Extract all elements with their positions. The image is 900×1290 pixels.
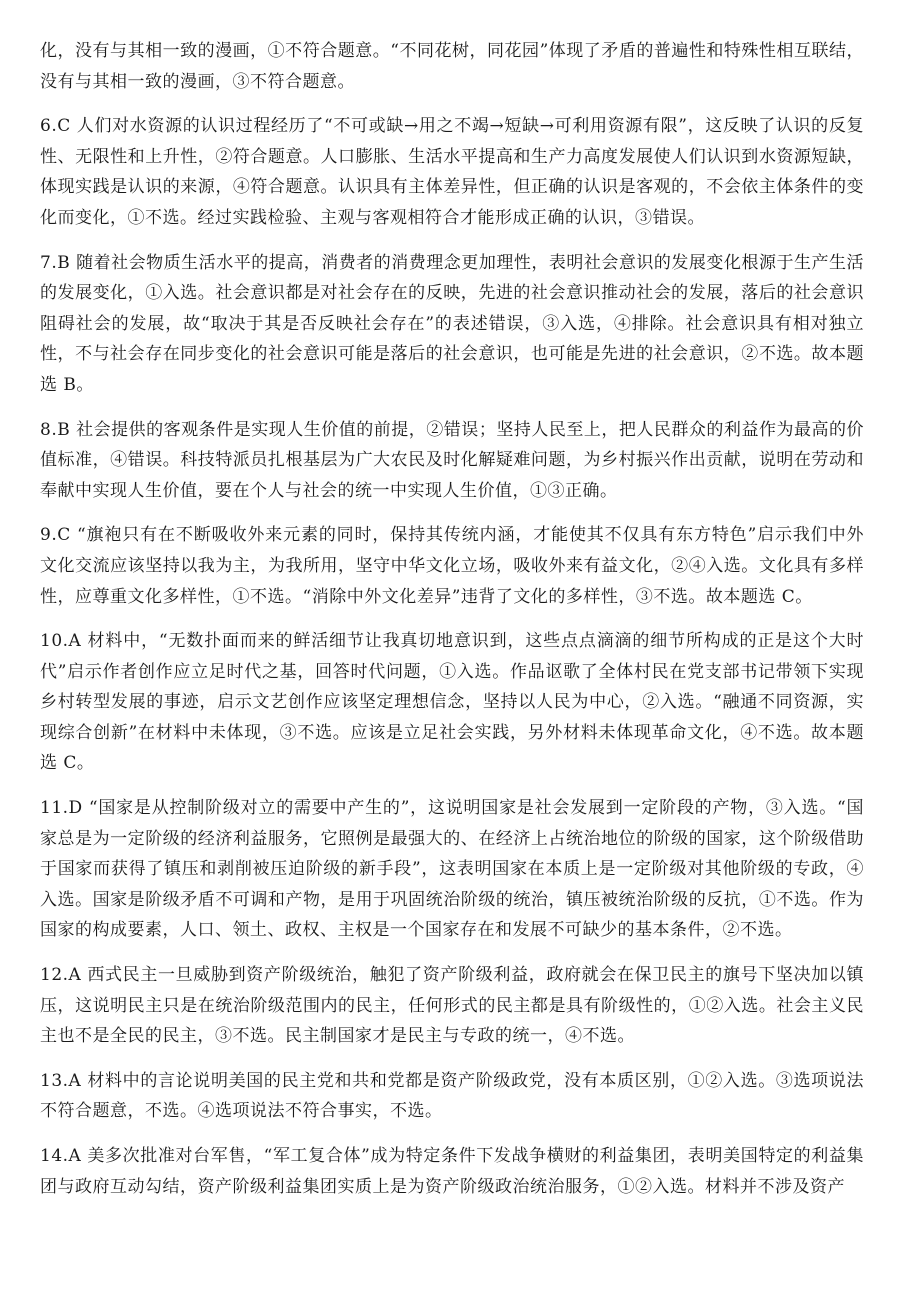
answer-9-explanation: 9.C “旗袍只有在不断吸收外来元素的同时，保持其传统内涵，才能使其不仅具有东方特色”启示我们中外文化交流应该坚持以我为主，为我所用，坚守中华文化立场，吸收外来有益文化，②④入选。文化具有多样性，应尊重文化多样性，①不选。“消除中外文化差异”违背了文化的多样性，③不选。故本题选 C。 xyxy=(40,525,864,607)
paragraph-continuation: 化，没有与其相一致的漫画，①不符合题意。“不同花树，同花园”体现了矛盾的普遍性和特殊性相互联结，没有与其相一致的漫画，③不符合题意。 xyxy=(40,41,864,92)
answer-11-explanation: 11.D “国家是从控制阶级对立的需要中产生的”，这说明国家是社会发展到一定阶段的产物，③入选。“国家总是为一定阶级的经济利益服务，它照例是最强大的、在经济上占统治地位的阶级的国家，这个阶级借助于国家而获得了镇压和剥削被压迫阶级的新手段”，这表明国家在本质上是一定阶级对其他阶级的专政，④入选。国家是阶级矛盾不可调和产物，是用于巩固统治阶级的统治，镇压被统治阶级的反抗，①不选。作为国家的构成要素，人口、领土、政权、主权是一个国家存在和发展不可缺少的基本条件，②不选。 xyxy=(40,798,864,941)
answer-12-explanation: 12.A 西式民主一旦威胁到资产阶级统治，触犯了资产阶级利益，政府就会在保卫民主的旗号下坚决加以镇压，这说明民主只是在统治阶级范围内的民主，任何形式的民主都是具有阶级性的，①②入选。社会主义民主也不是全民的民主，③不选。民主制国家才是民主与专政的统一，④不选。 xyxy=(40,965,864,1047)
answer-14-explanation: 14.A 美多次批准对台军售，“军工复合体”成为特定条件下发战争横财的利益集团，表明美国特定的利益集团与政府互动勾结，资产阶级利益集团实质上是为资产阶级政治统治服务，①②入选。材料并不涉及资产 xyxy=(40,1146,864,1197)
answer-10-explanation: 10.A 材料中，“无数扑面而来的鲜活细节让我真切地意识到，这些点点滴滴的细节所构成的正是这个大时代”启示作者创作应立足时代之基，回答时代问题，①入选。作品讴歌了全体村民在党支部书记带领下实现乡村转型发展的事迹，启示文艺创作应该坚定理想信念，坚持以人民为中心，②入选。“融通不同资源，实现综合创新”在材料中未体现，③不选。应该是立足社会实践，另外材料未体现革命文化，④不选。故本题选 C。 xyxy=(40,631,864,774)
answer-7-explanation: 7.B 随着社会物质生活水平的提高，消费者的消费理念更加理性，表明社会意识的发展变化根源于生产生活的发展变化，①入选。社会意识都是对社会存在的反映，先进的社会意识推动社会的发展，落后的社会意识阻碍社会的发展，故“取决于其是否反映社会存在”的表述错误，③入选，④排除。社会意识具有相对独立性，不与社会存在同步变化的社会意识可能是落后的社会意识，也可能是先进的社会意识，②不选。故本题选 B。 xyxy=(40,252,864,395)
answer-13-explanation: 13.A 材料中的言论说明美国的民主党和共和党都是资产阶级政党，没有本质区别，①②入选。③选项说法不符合题意，不选。④选项说法不符合事实，不选。 xyxy=(40,1070,864,1122)
answer-8-explanation: 8.B 社会提供的客观条件是实现人生价值的前提，②错误；坚持人民至上，把人民群众的利益作为最高的价值标准，④错误。科技特派员扎根基层为广大农民及时化解疑难问题，为乡村振兴作出贡献，说明在劳动和奉献中实现人生价值，要在个人与社会的统一中实现人生价值，①③正确。 xyxy=(40,419,864,501)
answer-explanations xyxy=(40,36,864,1216)
answer-6-explanation: 6.C 人们对水资源的认识过程经历了“不可或缺→用之不竭→短缺→可利用资源有限”，这反映了认识的反复性、无限性和上升性，②符合题意。人口膨胀、生活水平提高和生产力高度发展使人们认识到水资源短缺，体现实践是认识的来源，④符合题意。认识具有主体差异性，但正确的认识是客观的，不会依主体条件的变化而变化，①不选。经过实践检验、主观与客观相符合才能形成正确的认识，③错误。 xyxy=(40,116,864,228)
